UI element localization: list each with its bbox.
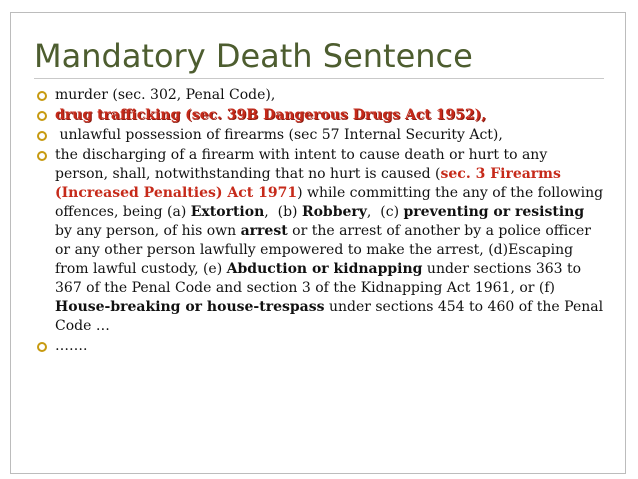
- circle-bullet-icon: [37, 131, 47, 141]
- offence-preventing-resisting: preventing or resisting: [403, 204, 585, 220]
- bullet-text: …….: [55, 338, 88, 354]
- offence-extortion: Extortion: [190, 204, 265, 220]
- bullet-text: unlawful possession of firearms (sec 57 Internal Security Act),: [55, 127, 503, 143]
- bullet-text: ) while committing the any of the following offences, being (a): [55, 185, 604, 220]
- bullet-text: under sections 363 to 367 of the Penal Code and section 3 of the Kidnapping Act 1961, or (f): [55, 261, 582, 296]
- bullet-item-murder: [34, 86, 604, 105]
- offence-abduction-kidnapping: Abduction or kidnapping: [226, 261, 423, 277]
- bullet-text: , (c): [366, 204, 404, 220]
- bullet-item-firearms-possession: [34, 126, 604, 145]
- bullet-item-ellipsis: [34, 337, 604, 356]
- circle-bullet-icon: [37, 91, 47, 101]
- circle-bullet-icon: [37, 111, 47, 121]
- offence-arrest: arrest: [240, 223, 288, 239]
- offence-house-breaking: House-breaking or house-trespass: [55, 299, 325, 315]
- circle-bullet-icon: [37, 342, 47, 352]
- bullet-text: or the arrest of another by a police officer or any other person lawfully empowered to make the arrest, (d)Escaping from lawful custody, (e): [55, 223, 591, 277]
- bullet-list: [34, 86, 604, 356]
- bullet-text: by any person, of his own: [55, 223, 241, 239]
- bullet-text: , (b): [264, 204, 302, 220]
- bullet-item-discharging-firearm: [34, 146, 604, 336]
- bullet-text-highlight: drug trafficking (sec. 39B Dangerous Drugs Act 1952),: [55, 107, 487, 123]
- title-divider: [34, 78, 604, 79]
- slide-title: Mandatory Death Sentence: [34, 37, 473, 75]
- act-reference-highlight: sec. 3 Firearms (Increased Penalties) Act 1971: [55, 166, 561, 201]
- bullet-text: under sections 454 to 460 of the Penal Code …: [55, 299, 604, 334]
- bullet-text: the discharging of a firearm with intent to cause death or hurt to any person, shall, notwithstanding that no hurt is caused (: [55, 147, 548, 182]
- bullet-item-drug-trafficking: [34, 106, 604, 125]
- bullet-text: murder (sec. 302, Penal Code),: [55, 87, 276, 103]
- offence-robbery: Robbery: [301, 204, 367, 220]
- circle-bullet-icon: [37, 151, 47, 161]
